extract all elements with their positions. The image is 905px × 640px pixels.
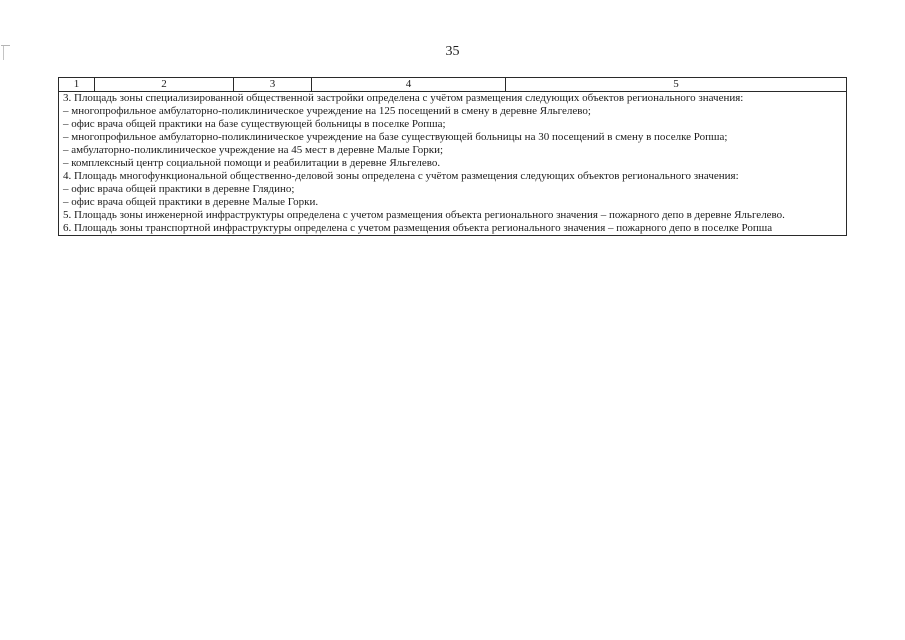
table-body-cell bbox=[59, 92, 847, 236]
column-number-4: 4 bbox=[312, 78, 506, 92]
list-item: – многопрофильное амбулаторно-поликлиническое учреждение на 125 посещений в смену в деревне Яльгелево; bbox=[63, 105, 591, 117]
column-number-1: 1 bbox=[59, 78, 95, 92]
page-number: 35 bbox=[445, 44, 460, 59]
list-item: – офис врача общей практики в деревне Глядино; bbox=[63, 183, 295, 195]
paragraph-zone-4: 4. Площадь многофункциональной общественно-деловой зоны определена с учётом размещения следующих объектов регионального значения: bbox=[63, 170, 739, 182]
paragraph-zone-6: 6. Площадь зоны транспортной инфраструктуры определена с учетом размещения объекта регионального значения – пожарного депо в поселке Ропша bbox=[63, 222, 773, 234]
list-item: – офис врача общей практики на базе существующей больницы в поселке Ропша; bbox=[63, 118, 446, 130]
paragraph-zone-3: 3. Площадь зоны специализированной общественной застройки определена с учётом размещения следующих объектов регионального значения: bbox=[63, 92, 744, 104]
table-header-row bbox=[59, 78, 847, 92]
list-item: – многопрофильное амбулаторно-поликлиническое учреждение на базе существующей больницы на 30 посещений в смену в поселке Ропша; bbox=[63, 131, 728, 143]
column-number-5: 5 bbox=[506, 78, 847, 92]
table-body-row bbox=[59, 92, 847, 236]
list-item: – офис врача общей практики в деревне Малые Горки. bbox=[63, 196, 319, 208]
list-item: – амбулаторно-поликлиническое учреждение на 45 мест в деревне Малые Горки; bbox=[63, 144, 444, 156]
column-number-2: 2 bbox=[95, 78, 234, 92]
column-number-3: 3 bbox=[234, 78, 312, 92]
list-item: – комплексный центр социальной помощи и реабилитации в деревне Яльгелево. bbox=[63, 157, 441, 169]
paragraph-zone-5: 5. Площадь зоны инженерной инфраструктуры определена с учетом размещения объекта регионального значения – пожарного депо в деревне Яльгелево. bbox=[63, 209, 785, 221]
document-table bbox=[58, 77, 847, 236]
